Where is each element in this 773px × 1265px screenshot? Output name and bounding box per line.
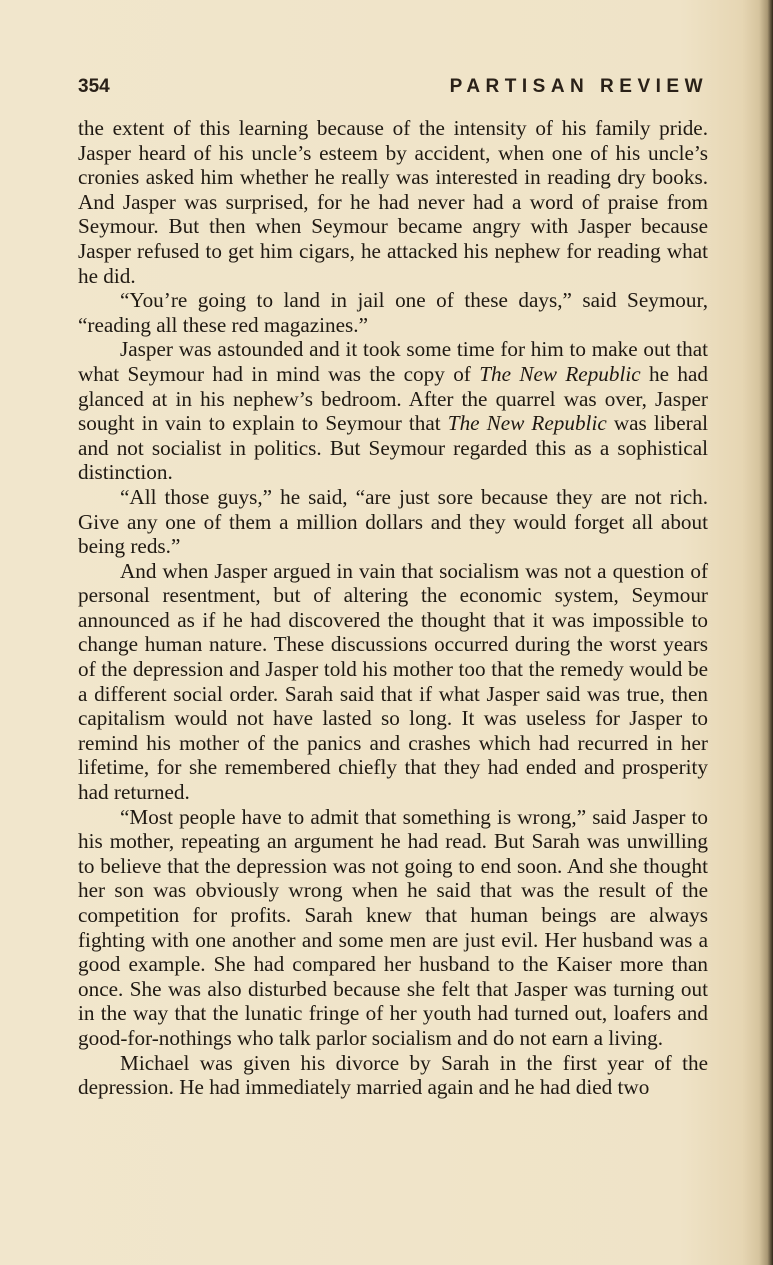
paragraph-text: Michael was given his divorce by Sarah in the first year of the depression. He had immediately married again and he had died two	[78, 1050, 708, 1100]
paragraph	[78, 1051, 708, 1100]
running-head: PARTISAN REVIEW	[449, 76, 708, 97]
paragraph-text: the extent of this learning because of the intensity of his family pride. Jasper heard of his uncle’s esteem by accident, when one of his uncle’s cronies asked him whether he really was interested in reading dry books. And Jasper was surprised, for he had never had a word of praise from Seymour. But then when Seymour became angry with Jasper because Jasper refused to get him cigars, he attacked his nephew for reading what he did.	[78, 116, 708, 288]
paragraph	[78, 116, 708, 288]
page-number: 354	[78, 76, 110, 97]
italic-title: The New Republic	[447, 411, 607, 436]
italic-title: The New Republic	[479, 361, 641, 386]
paragraph-text: he had glanced at in his nephew’s bedroom. After the quarrel was over, Jasper sought in vain to explain to Seymour that	[78, 361, 708, 436]
page-header	[78, 76, 708, 102]
body-text	[78, 116, 708, 1100]
paragraph-text: “Most people have to admit that something is wrong,” said Jasper to his mother, repeating an argument he had read. But Sarah was unwilling to believe that the depression was not going to end soon. And she thought her son was obviously wrong when he said that was the result of the competition for profits. Sarah knew that human beings are always fighting with one another and some men are just evil. Her husband was a good example. She had compared her husband to the Kaiser more than once. She was also disturbed because she felt that Jasper was turning out in the way that the lunatic fringe of her youth had turned out, loafers and good-for-nothings who talk parlor socialism and do not earn a living.	[78, 804, 708, 1050]
page-edge-shadow	[759, 0, 773, 1265]
paragraph-text: “You’re going to land in jail one of these days,” said Seymour, “reading all these red magazines.”	[78, 288, 708, 337]
paragraph	[78, 288, 708, 337]
paragraph	[78, 805, 708, 1051]
paragraph-text: was liberal and not socialist in politics. But Seymour regarded this as a sophistical distinction.	[78, 411, 708, 485]
paragraph-text: And when Jasper argued in vain that socialism was not a question of personal resentment, but of altering the economic system, Seymour announced as if he had discovered the thought that it was impossible to change human nature. These discussions occurred during the worst years of the depression and Jasper told his mother too that the remedy would be a different social order. Sarah said that if what Jasper said was true, then capitalism would not have lasted so long. It was useless for Jasper to remind his mother of the panics and crashes which had recurred in her lifetime, for she remembered chiefly that they had ended and prosperity had returned.	[78, 558, 708, 805]
paragraph-text: “All those guys,” he said, “are just sore because they are not rich. Give any one of them a million dollars and they would forget all about being reds.”	[78, 484, 708, 559]
paragraph-text: Jasper was astounded and it took some time for him to make out that what Seymour had in mind was the copy of	[78, 337, 708, 386]
paragraph	[78, 559, 708, 805]
paragraph	[78, 485, 708, 559]
paragraph	[78, 337, 708, 485]
